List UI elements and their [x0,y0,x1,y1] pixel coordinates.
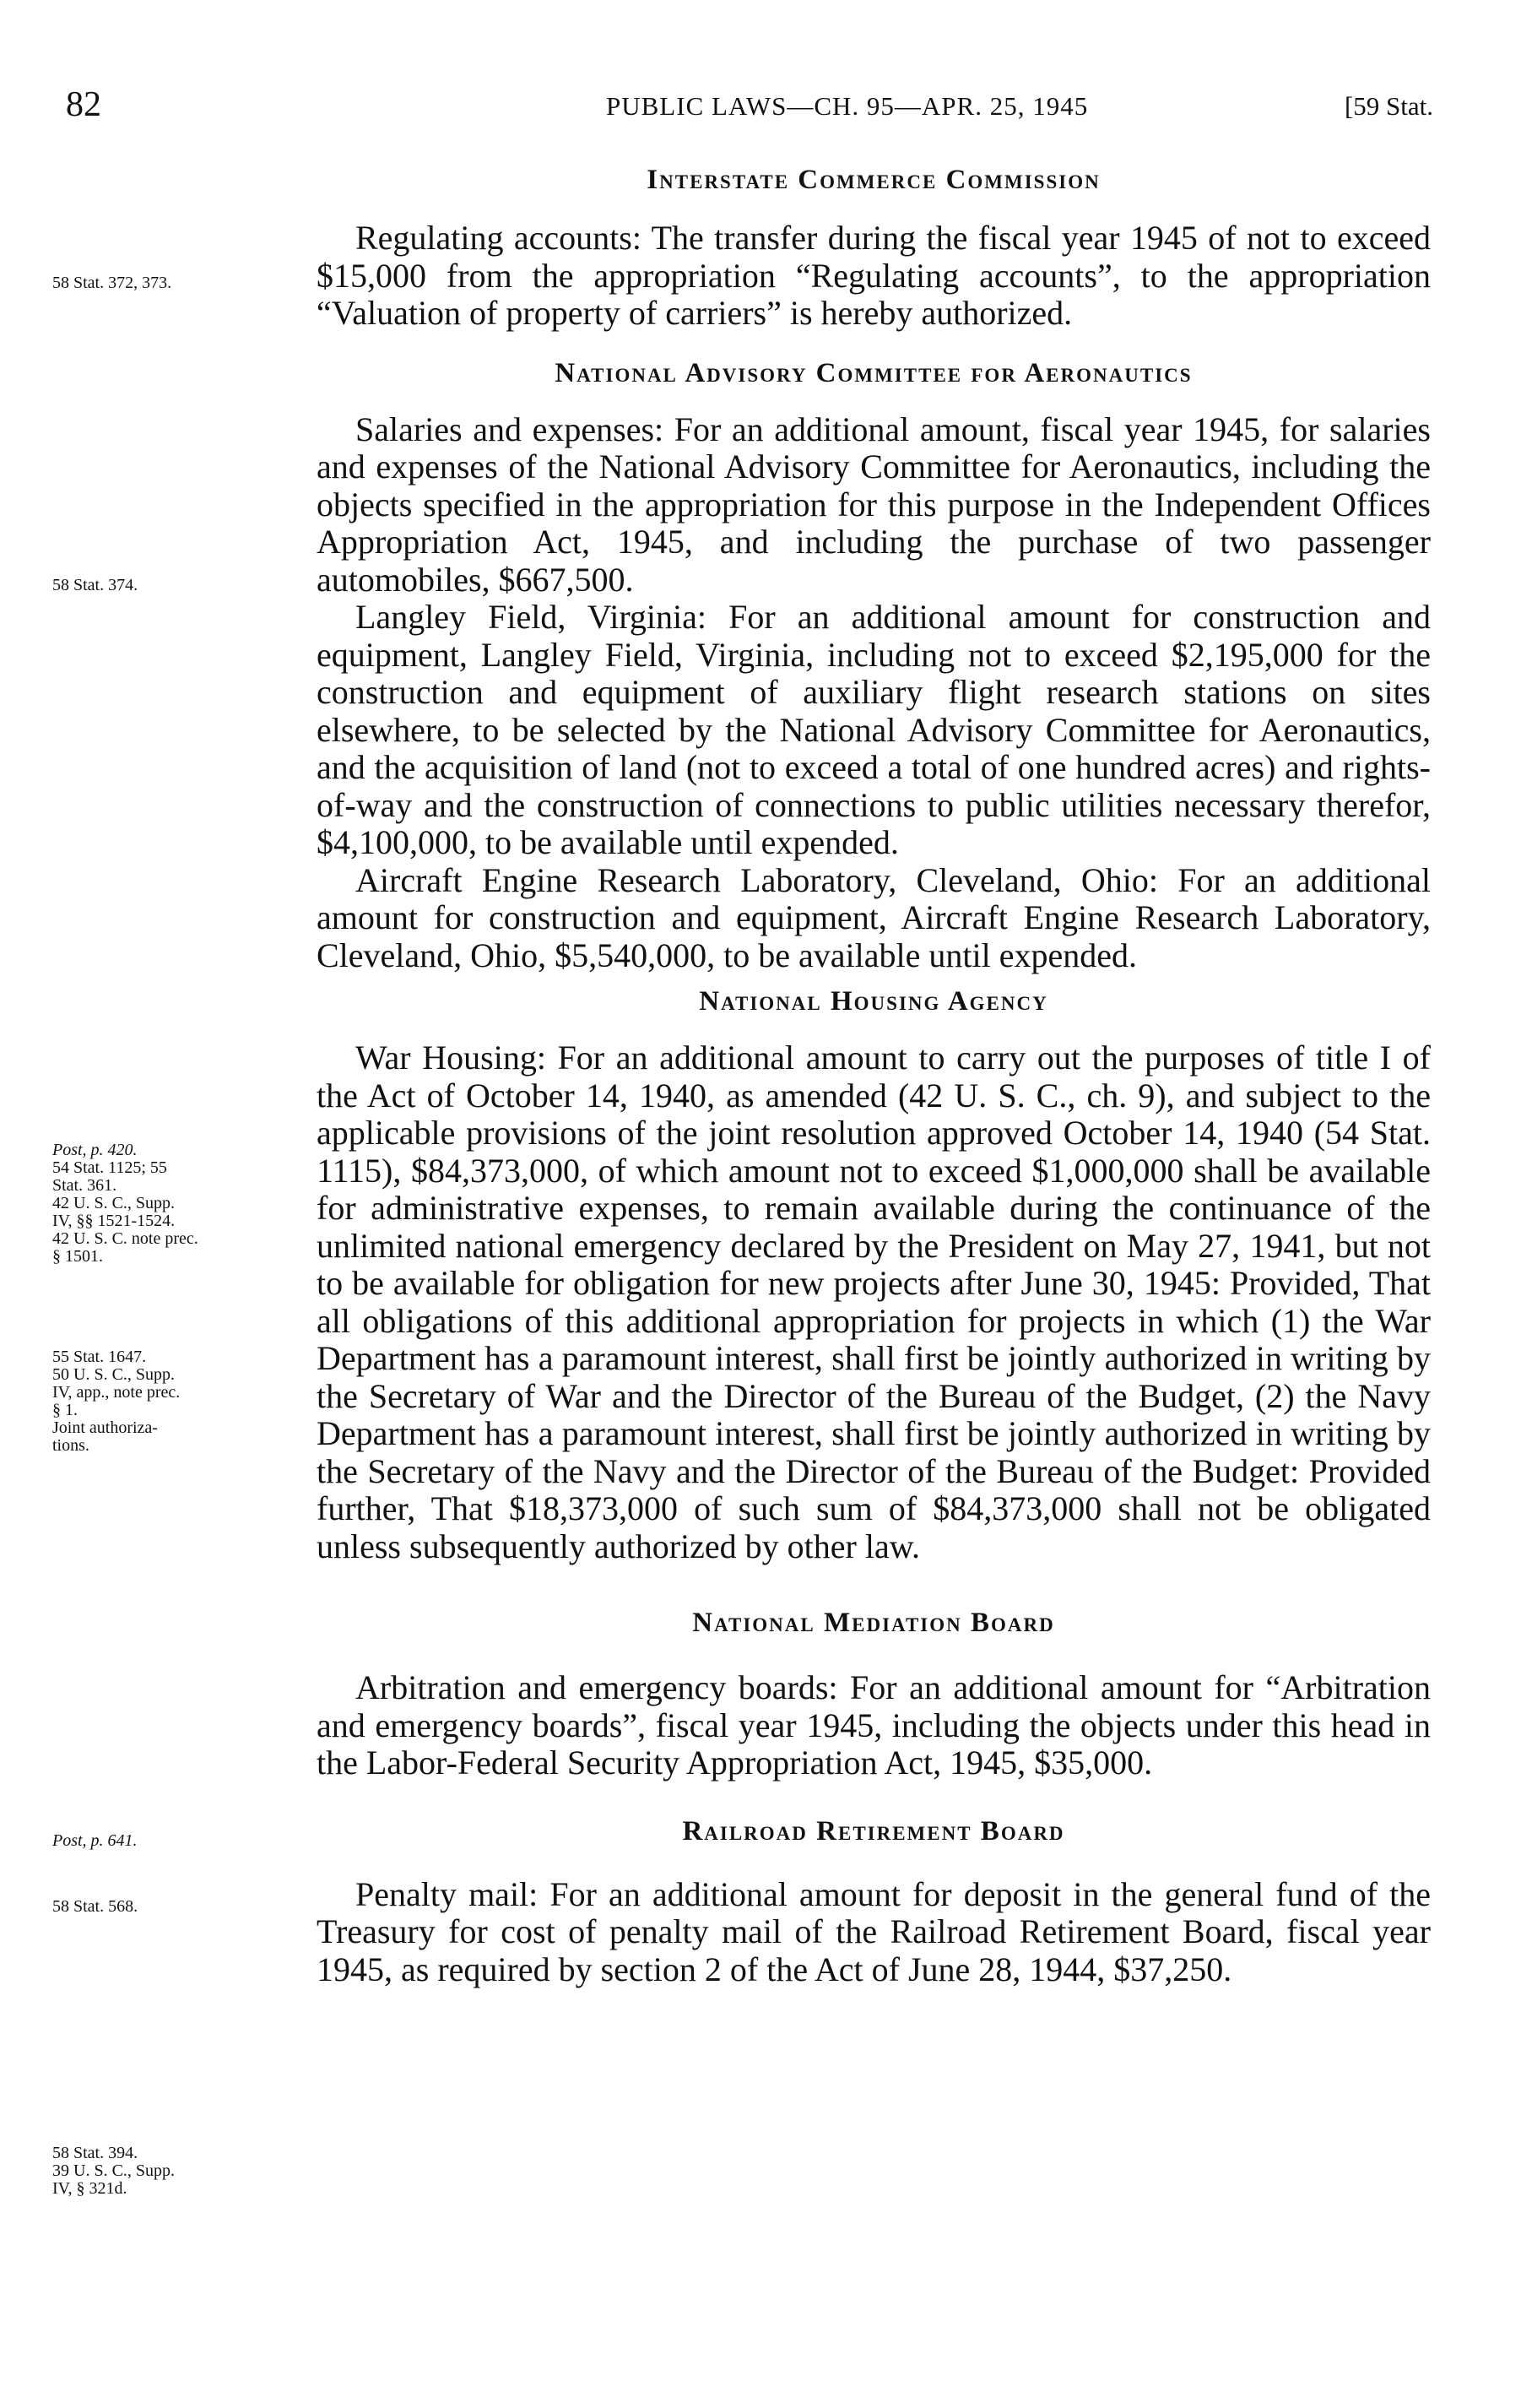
margin-line: 50 U. S. C., Supp. [52,1365,176,1384]
section-heading: Interstate Commerce Commission [647,165,1101,195]
margin-line: Stat. 361. [52,1176,117,1195]
margin-line: 58 Stat. 394. [52,2144,138,2162]
margin-line: Post, p. 641. [52,1831,138,1850]
margin-line: Joint authoriza- [52,1418,158,1437]
paragraph: Arbitration and emergency boards: For an additional amount for “Arbitration and emergency boards”, fiscal year 1945, including the objects under this head in the Labor-Federal Security Appropriation Act, 1945, $35,000. [317,1668,1431,1782]
margin-line: IV, app., note prec. [52,1383,181,1402]
margin-note [52,1348,306,1455]
page-number: 82 [66,85,101,124]
margin-line: IV, §§ 1521-1524. [52,1212,176,1230]
margin-note [52,1832,306,1850]
margin-line: 42 U. S. C., Supp. [52,1194,176,1212]
margin-line: 58 Stat. 374. [52,576,138,594]
section-heading: National Mediation Board [692,1608,1055,1638]
margin-line: § 1. [52,1401,78,1419]
margin-note [52,1142,306,1266]
margin-line: 58 Stat. 568. [52,1897,138,1916]
margin-note [52,274,306,292]
paragraph: War Housing: For an additional amount to carry out the purposes of title I of the Act of October 14, 1940, as amended (42 U. S. C., ch. 9), and subject to the applicable provisions of the joint resolution approved October 14, 1940 (54 Stat. 1115), $84,373,000, of which amount not to exceed $1,000,000 shall be available for administrative expenses, to remain available during the continuance of the unlimited national emergency declared by the President on May 27, 1941, but not to be available for obligation for new projects after June 30, 1945: Provided, That all obligations of this additional appropriation for projects in which (1) the War Department has a paramount interest, shall first be jointly authorized in writing by the Secretary of War and the Director of the Bureau of the Budget, (2) the Navy Department has a paramount interest, shall first be jointly authorized in writing by the Secretary of the Navy and the Director of the Bureau of the Budget: Provided further, That $18,373,000 of such sum of $84,373,000 shall not be obligated unless subsequently authorized by other law. [317,1039,1431,1565]
section-heading: National Housing Agency [699,986,1048,1017]
paragraph: Regulating accounts: The transfer during the fiscal year 1945 of not to exceed $15,000 from the appropriation “Regulating accounts”, to the appropriation “Valuation of property of carriers” is hereby authorized. [317,219,1431,332]
margin-line: 42 U. S. C. note prec. [52,1229,198,1248]
running-title: PUBLIC LAWS—CH. 95—APR. 25, 1945 [606,91,1089,121]
paragraph: Salaries and expenses: For an additional amount, fiscal year 1945, for salaries and expenses of the National Advisory Committee for Aeronautics, including the objects specified in the appropriation for this purpose in the Independent Offices Appropriation Act, 1945, and including the purchase of two passenger automobiles, $667,500. [317,409,1431,599]
margin-note [52,1898,306,1916]
margin-line: 58 Stat. 372, 373. [52,274,172,292]
margin-note [52,2145,306,2198]
paragraph: Langley Field, Virginia: For an additional amount for construction and equipment, Langley Field, Virginia, including not to exceed $2,195,000 for the construction and equipment of auxiliary flight research stations on sites elsewhere, to be selected by the National Advisory Committee for Aeronautics, and the acquisition of land (not to exceed a total of one hundred acres) and rights-of-way and the construction of connections to public utilities necessary therefor, $4,100,000, to be available until expended. [317,598,1431,861]
volume-reference: [59 Stat. [1344,91,1433,121]
page-header [66,84,1433,135]
section-heading: Railroad Retirement Board [682,1815,1065,1847]
margin-line: Post, p. 420. [52,1141,138,1159]
paragraph: Penalty mail: For an additional amount for deposit in the general fund of the Treasury for cost of penalty mail of the Railroad Retirement Board, fiscal year 1945, as required by section 2 of the Act of June 28, 1944, $37,250. [317,1874,1431,1988]
margin-line: IV, § 321d. [52,2179,127,2198]
margin-note [52,577,306,594]
margin-line: § 1501. [52,1247,103,1266]
document-body [317,165,1431,1988]
margin-line: 39 U. S. C., Supp. [52,2161,176,2180]
paragraph: Aircraft Engine Research Laboratory, Cleveland, Ohio: For an additional amount for construction and equipment, Aircraft Engine Research Laboratory, Cleveland, Ohio, $5,540,000, to be available until expended. [317,860,1431,974]
margin-line: tions. [52,1436,89,1455]
section-heading: National Advisory Committee for Aeronautics [555,357,1193,388]
margin-line: 54 Stat. 1125; 55 [52,1158,167,1177]
margin-line: 55 Stat. 1647. [52,1348,147,1366]
